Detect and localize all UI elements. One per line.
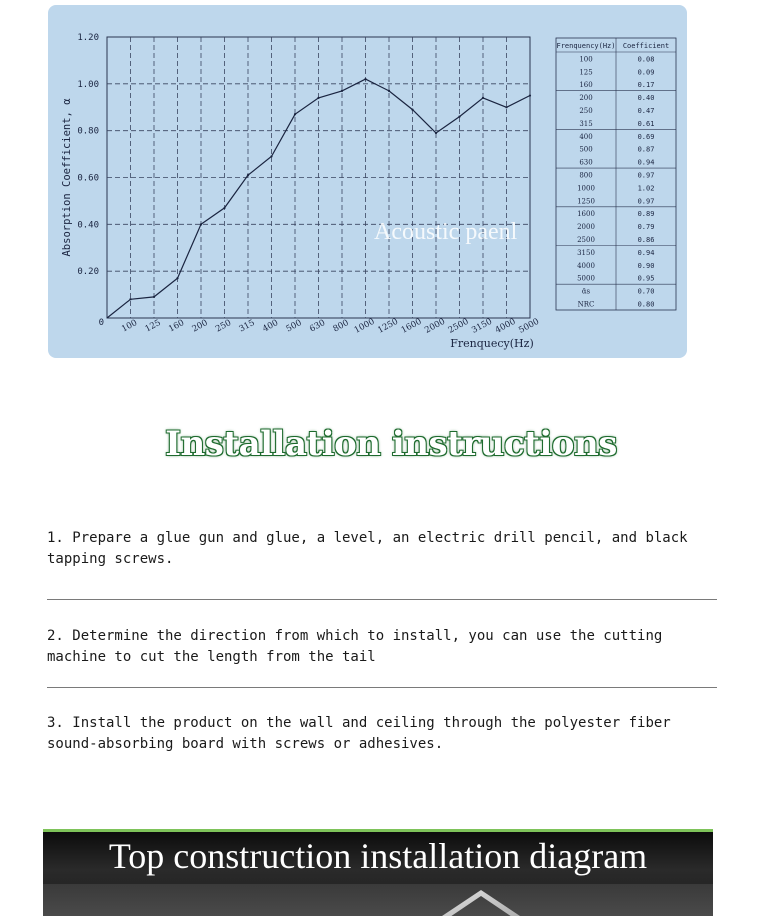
table-cell: 2000 bbox=[577, 223, 595, 232]
table-cell: 1600 bbox=[577, 210, 595, 219]
data-point bbox=[364, 78, 366, 80]
y-tick-label: 0.20 bbox=[77, 267, 99, 278]
data-point bbox=[176, 277, 178, 279]
table-cell: 0.86 bbox=[637, 236, 655, 244]
table-cell: 3150 bbox=[577, 248, 595, 257]
table-cell: 0.40 bbox=[637, 94, 655, 103]
x-tick-label: 400 bbox=[261, 318, 281, 335]
origin-label: 0 bbox=[98, 318, 104, 328]
y-tick-label: 1.00 bbox=[77, 79, 99, 90]
data-point bbox=[200, 223, 202, 225]
y-tick-label: 0.40 bbox=[77, 220, 99, 231]
data-point bbox=[388, 90, 390, 92]
table-cell: 0.09 bbox=[637, 68, 655, 77]
table-cell: 125 bbox=[579, 68, 593, 77]
table-cell: 0.08 bbox=[637, 55, 655, 64]
section-title: Installation instructions bbox=[165, 424, 617, 464]
absorption-chart-panel bbox=[48, 5, 687, 358]
y-tick-label: 1.20 bbox=[77, 33, 99, 43]
banner-graphic bbox=[43, 884, 713, 916]
installation-diagram-banner bbox=[43, 829, 713, 916]
table-header: Coefficient bbox=[622, 42, 670, 50]
table-cell: 0.97 bbox=[637, 171, 655, 180]
table-cell: 4000 bbox=[577, 261, 595, 270]
instruction-step-1: 1. Prepare a glue gun and glue, a level, an electric drill pencil, and black tapping screws. bbox=[47, 530, 688, 567]
table-cell: 500 bbox=[579, 145, 593, 154]
x-tick-label: 4000 bbox=[493, 316, 518, 336]
x-tick-label: 2000 bbox=[423, 316, 447, 336]
table-cell: 100 bbox=[579, 55, 593, 64]
x-tick-label: 2500 bbox=[446, 316, 471, 336]
table-cell: 0.89 bbox=[637, 210, 655, 219]
table-cell: 0.90 bbox=[637, 261, 655, 270]
table-cell: 200 bbox=[579, 94, 593, 103]
x-tick-label: 1250 bbox=[376, 316, 400, 336]
y-tick-label: 0.60 bbox=[77, 173, 99, 184]
table-cell: 2500 bbox=[577, 236, 595, 244]
table-cell: 400 bbox=[579, 132, 593, 141]
data-point bbox=[270, 155, 272, 157]
table-cell: ᾱs bbox=[581, 287, 591, 296]
absorption-chart bbox=[48, 5, 687, 358]
table-cell: 1250 bbox=[577, 197, 595, 206]
x-tick-label: 100 bbox=[120, 318, 140, 335]
watermark: Acoustic paenl bbox=[374, 219, 518, 245]
table-cell: 315 bbox=[579, 119, 593, 128]
table-cell: 0.95 bbox=[637, 274, 655, 283]
data-point bbox=[317, 97, 319, 99]
table-cell: 0.47 bbox=[637, 107, 655, 115]
x-tick-label: 800 bbox=[331, 318, 351, 335]
data-point bbox=[411, 108, 413, 110]
x-axis-label: Frenquecy(Hz) bbox=[450, 337, 534, 350]
table-cell: 0.70 bbox=[637, 287, 655, 296]
y-axis-label: Absorption Coefficient, α bbox=[61, 98, 73, 257]
data-point bbox=[294, 113, 296, 115]
table-cell: 0.94 bbox=[637, 158, 655, 167]
table-cell: 0.94 bbox=[637, 248, 655, 257]
table-cell: 630 bbox=[579, 158, 593, 167]
data-point bbox=[505, 106, 507, 108]
x-tick-label: 1600 bbox=[399, 316, 424, 336]
table-cell: 0.80 bbox=[637, 300, 655, 309]
data-point bbox=[153, 296, 155, 298]
table-cell: NRC bbox=[577, 300, 595, 309]
x-tick-label: 250 bbox=[214, 318, 234, 335]
instruction-step-2: 2. Determine the direction from which to install, you can use the cutting machine to cut the length from the tail bbox=[47, 628, 663, 665]
table-cell: 5000 bbox=[577, 274, 595, 283]
data-point bbox=[223, 207, 225, 209]
banner-title: Top construction installation diagram bbox=[108, 836, 648, 876]
x-tick-label: 630 bbox=[308, 318, 328, 335]
x-tick-label: 3150 bbox=[470, 316, 494, 336]
divider bbox=[47, 687, 717, 688]
x-tick-label: 500 bbox=[284, 318, 304, 335]
table-header: Frenquency(Hz) bbox=[556, 42, 616, 50]
x-tick-label: 200 bbox=[190, 318, 210, 335]
data-point bbox=[458, 116, 460, 118]
x-tick-label: 5000 bbox=[517, 316, 541, 336]
data-point bbox=[129, 298, 131, 300]
divider bbox=[47, 599, 717, 600]
table-cell: 1.02 bbox=[637, 184, 655, 193]
table-cell: 250 bbox=[579, 107, 593, 115]
table-cell: 1000 bbox=[577, 184, 595, 193]
table-cell: 160 bbox=[579, 81, 593, 90]
data-point bbox=[482, 97, 484, 99]
table-cell: 0.69 bbox=[637, 132, 655, 141]
x-tick-label: 160 bbox=[167, 318, 187, 335]
instruction-step-3: 3. Install the product on the wall and ceiling through the polyester fiber sound-absorbing board with screws or adhesives. bbox=[47, 715, 671, 752]
y-tick-label: 0.80 bbox=[77, 126, 99, 137]
table-cell: 0.97 bbox=[637, 197, 655, 206]
table-cell: 0.79 bbox=[637, 223, 655, 232]
data-point bbox=[341, 90, 343, 92]
x-tick-label: 315 bbox=[237, 318, 257, 335]
table-cell: 0.61 bbox=[637, 119, 655, 128]
data-point bbox=[529, 94, 531, 96]
x-tick-label: 125 bbox=[143, 318, 163, 335]
table-cell: 800 bbox=[579, 171, 593, 180]
table-cell: 0.87 bbox=[637, 145, 655, 154]
data-point bbox=[435, 132, 437, 134]
table-cell: 0.17 bbox=[637, 81, 655, 90]
data-point bbox=[247, 174, 249, 176]
x-tick-label: 1000 bbox=[352, 316, 377, 336]
